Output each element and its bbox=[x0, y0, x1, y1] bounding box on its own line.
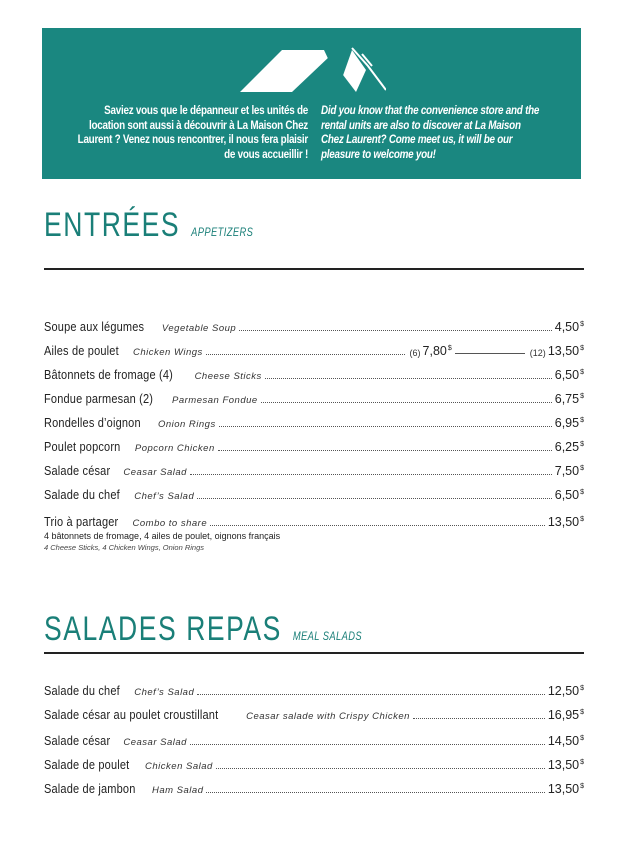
leader-dots bbox=[413, 717, 545, 719]
item-name-en: Ceasar Salad bbox=[123, 737, 187, 748]
menu-item bbox=[44, 702, 584, 722]
item-name-en: Parmesan Fondue bbox=[172, 395, 258, 406]
item-price: 13,50$ bbox=[547, 782, 584, 796]
item-name-en: Popcorn Chicken bbox=[134, 443, 215, 454]
item-price: 7,50$ bbox=[554, 464, 584, 478]
item-price: 4,50$ bbox=[554, 320, 584, 334]
section-title-entrees bbox=[44, 206, 253, 245]
menu-item bbox=[44, 314, 584, 334]
menu-item bbox=[44, 678, 584, 698]
leader-dots bbox=[197, 693, 545, 695]
item-name: Trio à partager bbox=[44, 515, 119, 529]
section-subheading: APPETIZERS bbox=[191, 225, 254, 239]
item-name: Bâtonnets de fromage (4) bbox=[44, 368, 173, 382]
item-name: Salade césar bbox=[44, 464, 111, 478]
leader-dots bbox=[190, 743, 545, 745]
item-price: 13,50$ bbox=[547, 515, 584, 529]
item-price: 13,50$ bbox=[547, 344, 584, 358]
leader-dots bbox=[206, 353, 405, 355]
item-name: Salade de jambon bbox=[44, 782, 136, 796]
section-divider bbox=[44, 268, 584, 270]
item-price: 6,25$ bbox=[554, 440, 584, 454]
house-roof-icon bbox=[240, 44, 386, 92]
menu-item bbox=[44, 362, 584, 382]
item-name-en: Chicken Wings bbox=[133, 347, 203, 358]
section-heading: ENTRÉES bbox=[44, 206, 181, 244]
banner-text-fr: Saviez vous que le dépanneur et les unités de location sont aussi à découvrir à La Maison Chez Laurent ? Venez nous rencontrer, il nous fera plaisir de vous accueillir ! bbox=[77, 105, 308, 161]
menu-item bbox=[44, 434, 584, 454]
leader-dots bbox=[216, 767, 545, 769]
item-name-en: Combo to share bbox=[132, 518, 208, 529]
item-qty: (12) bbox=[529, 348, 546, 358]
item-name-en: Chef’s Salad bbox=[134, 491, 195, 502]
section-subheading: MEAL SALADS bbox=[292, 629, 363, 643]
item-name: Salade du chef bbox=[44, 684, 120, 698]
leader-dots bbox=[219, 425, 552, 427]
item-description-en: 4 Cheese Sticks, 4 Chicken Wings, Onion Rings bbox=[44, 543, 205, 552]
banner-text-en: Did you know that the convenience store and the rental units are also to discover at La Maison Chez Laurent? Come meet us, it will be our pleasure to welcome you! bbox=[321, 105, 540, 161]
section-heading: SALADES REPAS bbox=[44, 610, 282, 648]
item-name: Salade du chef bbox=[44, 488, 120, 502]
item-description-fr: 4 bâtonnets de fromage, 4 ailes de poulet, oignons français bbox=[44, 531, 281, 541]
info-banner bbox=[42, 28, 581, 179]
item-name-en: Chicken Salad bbox=[145, 761, 213, 772]
item-name: Salade césar bbox=[44, 734, 111, 748]
leader-dots bbox=[197, 497, 552, 499]
item-qty: (6) bbox=[409, 348, 421, 358]
item-price: 7,80$ bbox=[422, 344, 452, 358]
item-price: 6,50$ bbox=[554, 488, 584, 502]
item-name: Rondelles d’oignon bbox=[44, 416, 141, 430]
leader-line bbox=[455, 352, 525, 354]
item-name-en: Ceasar salade with Crispy Chicken bbox=[246, 711, 410, 722]
leader-dots bbox=[261, 401, 552, 403]
section-divider bbox=[44, 652, 584, 654]
leader-dots bbox=[239, 329, 552, 331]
item-price: 13,50$ bbox=[547, 758, 584, 772]
leader-dots bbox=[206, 791, 544, 793]
leader-dots bbox=[265, 377, 552, 379]
leader-dots bbox=[218, 449, 552, 451]
item-name-en: Vegetable Soup bbox=[161, 323, 237, 334]
item-name: Fondue parmesan (2) bbox=[44, 392, 154, 406]
menu-item bbox=[44, 386, 584, 406]
item-name: Salade césar au poulet croustillant bbox=[44, 708, 219, 722]
menu-item bbox=[44, 482, 584, 502]
item-name-en: Cheese Sticks bbox=[194, 371, 262, 382]
item-name: Soupe aux légumes bbox=[44, 320, 145, 334]
item-name: Ailes de poulet bbox=[44, 344, 119, 358]
item-price: 16,95$ bbox=[547, 708, 584, 722]
menu-item bbox=[44, 728, 584, 748]
menu-item bbox=[44, 338, 584, 358]
leader-dots bbox=[210, 524, 545, 526]
item-price: 14,50$ bbox=[547, 734, 584, 748]
menu-item bbox=[44, 752, 584, 772]
item-price: 6,50$ bbox=[554, 368, 584, 382]
item-name: Poulet popcorn bbox=[44, 440, 121, 454]
menu-item bbox=[44, 458, 584, 478]
item-name-en: Ceasar Salad bbox=[123, 467, 187, 478]
menu-item bbox=[44, 776, 584, 796]
item-price: 12,50$ bbox=[547, 684, 584, 698]
item-name-en: Onion Rings bbox=[157, 419, 216, 430]
item-price: 6,95$ bbox=[554, 416, 584, 430]
item-name-en: Ham Salad bbox=[151, 785, 204, 796]
menu-item bbox=[44, 410, 584, 430]
menu-item bbox=[44, 509, 584, 529]
section-title-salades bbox=[44, 610, 362, 649]
item-price: 6,75$ bbox=[554, 392, 584, 406]
item-name-en: Chef’s Salad bbox=[134, 687, 195, 698]
leader-dots bbox=[190, 473, 552, 475]
item-name: Salade de poulet bbox=[44, 758, 130, 772]
